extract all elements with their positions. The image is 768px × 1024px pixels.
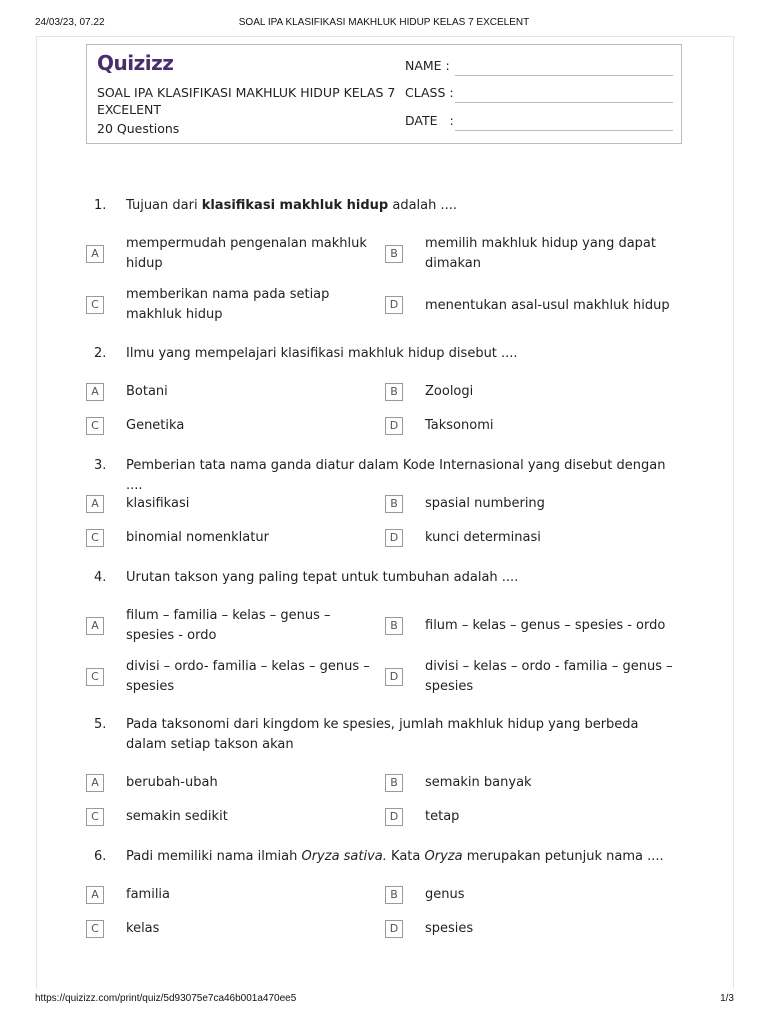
option-text: semakin sedikit <box>126 809 228 824</box>
name-field[interactable] <box>405 58 673 76</box>
option-text: klasifikasi <box>126 496 190 511</box>
option-text: memilih makhluk hidup yang dapat dimakan <box>425 236 656 271</box>
option-letter-box: D <box>385 529 403 547</box>
question-number: 3. <box>94 458 107 473</box>
option-letter-box: B <box>385 495 403 513</box>
question-number: 1. <box>94 198 107 213</box>
option-letter-box: C <box>86 920 104 938</box>
question-text: Padi memiliki nama ilmiah Oryza sativa. Kata Oryza merupakan petunjuk nama .... <box>126 849 664 864</box>
print-header <box>0 17 768 31</box>
option-text: familia <box>126 887 171 902</box>
class-field[interactable] <box>405 85 673 103</box>
option-text: berubah-ubah <box>126 775 218 790</box>
option-letter-box: B <box>385 383 403 401</box>
option-letter-box: C <box>86 808 104 826</box>
option-text: Taksonomi <box>425 418 494 433</box>
option-letter-box: A <box>86 245 104 263</box>
quizizz-logo <box>97 51 177 75</box>
question-number: 5. <box>94 717 107 732</box>
class-line <box>455 102 673 103</box>
date-label: DATE : <box>405 113 454 128</box>
option-text: genus <box>425 887 465 902</box>
question-number: 4. <box>94 570 107 585</box>
option-text: mempermudah pengenalan makhluk hidup <box>126 236 367 271</box>
option-text: spasial numbering <box>425 496 545 511</box>
question-count: 20 Questions <box>97 121 180 136</box>
class-label: CLASS : <box>405 85 454 100</box>
print-footer <box>0 993 768 1007</box>
question-number: 2. <box>94 346 107 361</box>
option-letter-box: D <box>385 920 403 938</box>
option-text: tetap <box>425 809 460 824</box>
option-letter-box: C <box>86 417 104 435</box>
question-text: Urutan takson yang paling tepat untuk tumbuhan adalah .... <box>126 570 519 585</box>
option-text: divisi – ordo- familia – kelas – genus – spesies <box>126 659 370 694</box>
option-text: divisi – kelas – ordo - familia – genus – spesies <box>425 659 673 694</box>
quiz-title: SOAL IPA KLASIFIKASI MAKHLUK HIDUP KELAS 7 EXCELENT <box>97 85 396 117</box>
date-field[interactable] <box>405 113 673 131</box>
option-letter-box: B <box>385 886 403 904</box>
option-letter-box: B <box>385 245 403 263</box>
option-letter-box: A <box>86 774 104 792</box>
logo-text: Quizizz <box>97 51 174 75</box>
option-text: menentukan asal-usul makhluk hidup <box>425 298 670 313</box>
option-letter-box: C <box>86 529 104 547</box>
option-letter-box: D <box>385 296 403 314</box>
print-url[interactable]: https://quizizz.com/print/quiz/5d93075e7ca46b001a470ee5 <box>35 993 297 1004</box>
question-text: Pada taksonomi dari kingdom ke spesies, jumlah makhluk hidup yang berbeda dalam setiap takson akan <box>126 717 639 752</box>
option-letter-box: A <box>86 495 104 513</box>
option-letter-box: C <box>86 668 104 686</box>
page-number: 1/3 <box>720 993 734 1004</box>
option-text: semakin banyak <box>425 775 532 790</box>
date-line <box>455 130 673 131</box>
option-letter-box: A <box>86 617 104 635</box>
option-text: spesies <box>425 921 474 936</box>
print-datetime: 24/03/23, 07.22 <box>35 17 105 28</box>
option-text: Botani <box>126 384 168 399</box>
question-text: Pemberian tata nama ganda diatur dalam Kode Internasional yang disebut dengan .... <box>126 458 666 493</box>
print-title: SOAL IPA KLASIFIKASI MAKHLUK HIDUP KELAS 7 EXCELENT <box>238 17 530 28</box>
option-letter-box: B <box>385 774 403 792</box>
question-number: 6. <box>94 849 107 864</box>
option-letter-box: A <box>86 886 104 904</box>
option-text: Zoologi <box>425 384 474 399</box>
option-letter-box: A <box>86 383 104 401</box>
option-letter-box: D <box>385 808 403 826</box>
option-text: memberikan nama pada setiap makhluk hidup <box>126 287 330 322</box>
name-label: NAME : <box>405 58 450 73</box>
question-text: Tujuan dari klasifikasi makhluk hidup adalah .... <box>126 198 458 213</box>
quiz-header <box>86 44 682 144</box>
option-text: filum – kelas – genus – spesies - ordo <box>425 618 666 633</box>
option-text: filum – familia – kelas – genus – spesies - ordo <box>126 608 331 643</box>
option-letter-box: B <box>385 617 403 635</box>
option-text: Genetika <box>126 418 185 433</box>
name-line <box>455 75 673 76</box>
option-letter-box: D <box>385 417 403 435</box>
question-text: Ilmu yang mempelajari klasifikasi makhluk hidup disebut .... <box>126 346 518 361</box>
option-letter-box: C <box>86 296 104 314</box>
option-text: kunci determinasi <box>425 530 541 545</box>
option-text: kelas <box>126 921 160 936</box>
option-text: binomial nomenklatur <box>126 530 269 545</box>
option-letter-box: D <box>385 668 403 686</box>
